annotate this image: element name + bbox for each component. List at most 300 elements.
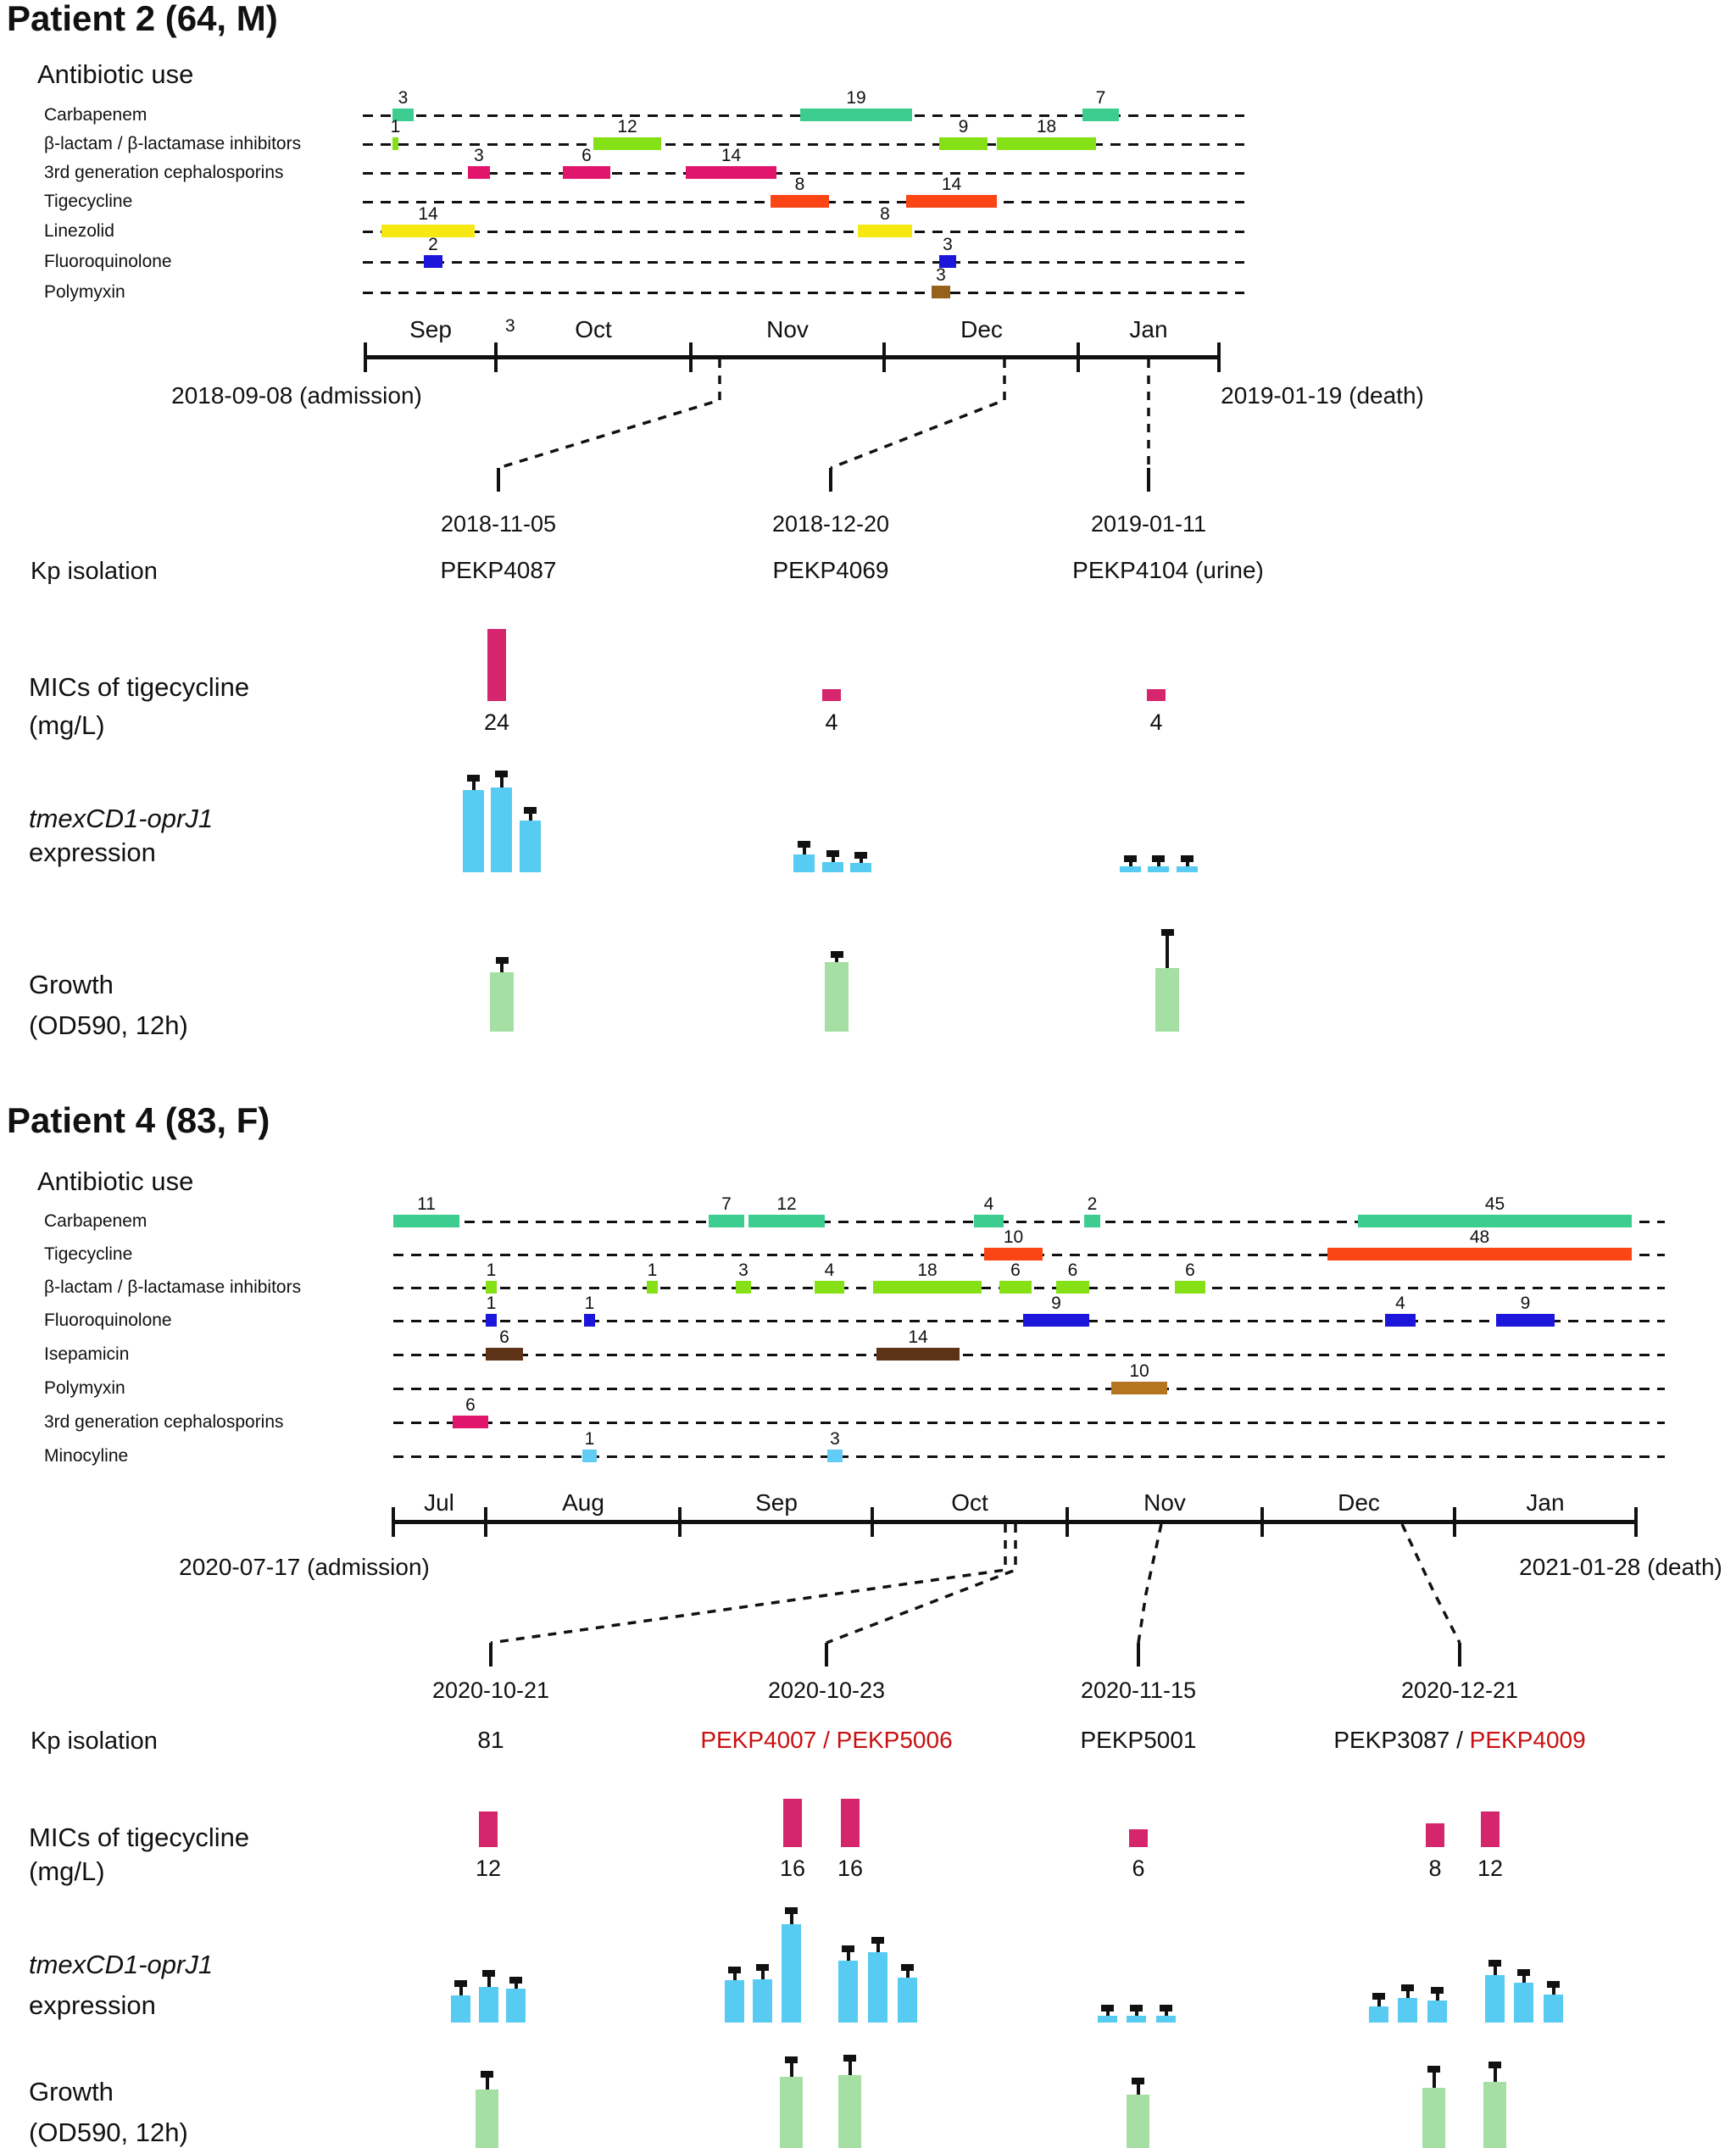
bar-days-label: 11 (417, 1194, 436, 1214)
bar-days-label: 6 (1067, 1260, 1078, 1280)
error-bar-cap (1132, 2078, 1144, 2084)
isolate-date: 2018-11-05 (440, 511, 557, 537)
bar-days-label: 10 (1129, 1361, 1149, 1381)
bar-days-label: 3 (398, 88, 409, 108)
error-bar-cap (901, 1964, 914, 1971)
error-bar-stem (459, 1987, 463, 1995)
error-bar-cap (495, 771, 508, 777)
error-bar-cap (842, 1945, 854, 1952)
axis-tick (1453, 1507, 1456, 1537)
antibiotic-use-label: Antibiotic use (37, 59, 194, 89)
error-bar-cap (785, 1907, 798, 1914)
expression-section-label: expression (29, 837, 156, 867)
timeline-dash-line (393, 1388, 1665, 1390)
mic-value-label: 16 (837, 1856, 864, 1881)
antibiotic-row-label: Carbapenem (44, 105, 147, 125)
mic-value-label: 8 (1428, 1856, 1442, 1881)
expression-section-label: expression (29, 1990, 156, 2020)
error-bar-cap (826, 850, 839, 857)
bar-days-label: 8 (794, 175, 805, 194)
error-bar-stem (1106, 2012, 1110, 2016)
mic-bar (487, 629, 506, 701)
error-bar-cap (524, 807, 537, 814)
expression-section-label: tmexCD1-oprJ1 (29, 1950, 214, 1979)
antibiotic-bar (800, 109, 912, 121)
error-bar-cap (1124, 855, 1137, 862)
connector-line (1402, 1524, 1460, 1643)
antibiotic-bar (1056, 1281, 1089, 1294)
axis-tick (1077, 342, 1080, 372)
bar-days-label: 12 (776, 1194, 797, 1214)
bar-days-label: 6 (581, 146, 592, 165)
antibiotic-bar (424, 255, 442, 268)
error-bar-cap (1431, 1987, 1444, 1994)
bar-days-label: 14 (941, 175, 962, 194)
antibiotic-bar (974, 1215, 1004, 1227)
isolate-date: 2020-11-15 (1080, 1678, 1197, 1703)
error-bar-cap (798, 841, 810, 848)
axis-tick (364, 342, 367, 372)
growth-bar (838, 2075, 861, 2148)
isolate-tick (497, 468, 500, 492)
antibiotic-bar (873, 1281, 982, 1294)
error-bar-stem (472, 782, 476, 790)
axis-float-label: 3 (505, 316, 515, 336)
antibiotic-bar (1111, 1382, 1167, 1394)
error-bar-stem (906, 1971, 910, 1978)
bar-days-label: 1 (390, 117, 401, 136)
isolate-tick (825, 1643, 828, 1667)
bar-days-label: 6 (1010, 1260, 1021, 1280)
expression-bar (1369, 2006, 1388, 2023)
expression-bar (520, 821, 541, 872)
bar-days-label: 3 (936, 265, 946, 285)
isolate-name-part: PEKP4009 (1469, 1727, 1586, 1753)
antibiotic-bar (815, 1281, 844, 1294)
growth-section-label: (OD590, 12h) (29, 1010, 188, 1040)
mic-value-label: 4 (825, 710, 838, 735)
bar-days-label: 1 (584, 1429, 595, 1449)
antibiotic-bar (584, 1314, 595, 1327)
month-label: Jan (1129, 316, 1168, 342)
axis-tick (1634, 1507, 1638, 1537)
antibiotic-bar (393, 1215, 459, 1227)
error-bar-cap (871, 1937, 884, 1944)
antibiotic-bar (486, 1348, 523, 1361)
expression-bar (822, 862, 843, 872)
error-bar-stem (529, 814, 532, 821)
error-bar-cap (1161, 929, 1174, 936)
expression-bar (898, 1978, 917, 2023)
expression-bar (838, 1961, 858, 2023)
timeline-dash-line (393, 1354, 1665, 1356)
error-bar-stem (761, 1971, 765, 1979)
expression-bar (451, 1995, 470, 2023)
error-bar-cap (1547, 1981, 1560, 1988)
error-bar-cap (1517, 1969, 1530, 1976)
antibiotic-row-label: Fluoroquinolone (44, 252, 172, 271)
axis-tick (689, 342, 693, 372)
month-label: Oct (575, 316, 612, 342)
antibiotic-row-label: β-lactam / β-lactamase inhibitors (44, 134, 302, 153)
mic-bar (1129, 1829, 1148, 1847)
error-bar-stem (1552, 1988, 1555, 1995)
error-bar-cap (1101, 2005, 1114, 2012)
error-bar-stem (1166, 936, 1169, 968)
bar-days-label: 6 (1185, 1260, 1195, 1280)
expression-bar (725, 1980, 744, 2023)
growth-bar (490, 972, 514, 1032)
bar-days-label: 1 (647, 1260, 658, 1280)
expression-bar (1398, 1998, 1417, 2023)
isolate-name-part: 81 (477, 1727, 504, 1753)
error-bar-stem (849, 2062, 852, 2075)
error-bar-stem (803, 848, 806, 854)
bar-days-label: 7 (721, 1194, 732, 1214)
connector-line (831, 359, 1004, 468)
mic-section-label: (mg/L) (29, 1856, 105, 1886)
mic-value-label: 4 (1149, 710, 1163, 735)
antibiotic-bar (709, 1215, 744, 1227)
antibiotic-row-label: Carbapenem (44, 1211, 147, 1231)
antibiotic-bar (468, 166, 490, 179)
isolate-tick (1458, 1643, 1461, 1667)
antibiotic-row-label: Tigecycline (44, 1244, 133, 1264)
axis-tick (882, 342, 886, 372)
expression-bar (1427, 2001, 1447, 2023)
admission-label: 2020-07-17 (admission) (179, 1554, 430, 1580)
error-bar-stem (1377, 2000, 1381, 2006)
expression-bar (1148, 866, 1169, 872)
error-bar-stem (1135, 2012, 1138, 2016)
bar-days-label: 1 (486, 1294, 497, 1313)
bar-days-label: 2 (428, 235, 438, 254)
bar-days-label: 2 (1087, 1194, 1098, 1214)
expression-bar (850, 863, 871, 872)
antibiotic-bar (771, 195, 829, 208)
antibiotic-bar (647, 1281, 658, 1294)
month-label: Sep (755, 1489, 798, 1516)
antibiotic-bar (984, 1248, 1043, 1260)
connector-line (1138, 1524, 1161, 1643)
axis-tick (678, 1507, 682, 1537)
error-bar-stem (500, 964, 504, 972)
error-bar-cap (1372, 1993, 1385, 2000)
error-bar-stem (1436, 1994, 1439, 2001)
timeline-dash-line (363, 261, 1244, 264)
admission-label: 2018-09-08 (admission) (171, 382, 422, 409)
axis-tick (1066, 1507, 1069, 1537)
timeline-dash-line (363, 143, 1244, 146)
antibiotic-row-label: Polymyxin (44, 1378, 125, 1398)
isolate-date: 2018-12-20 (771, 511, 890, 537)
bar-days-label: 3 (738, 1260, 748, 1280)
isolate-name (931, 558, 1405, 582)
antibiotic-row-label: β-lactam / β-lactamase inhibitors (44, 1277, 302, 1297)
expression-bar (1485, 1975, 1505, 2023)
error-bar-stem (1406, 1991, 1410, 1998)
antibiotic-bar (858, 225, 912, 237)
growth-bar (1422, 2088, 1445, 2148)
bar-days-label: 18 (917, 1260, 938, 1280)
antibiotic-bar (939, 137, 988, 150)
month-label: Jul (424, 1489, 454, 1516)
antibiotic-row-label: Fluoroquinolone (44, 1311, 172, 1330)
antibiotic-row-label: Isepamicin (44, 1344, 130, 1364)
antibiotic-bar (736, 1281, 751, 1294)
error-bar-cap (1160, 2005, 1172, 2012)
isolate-date: 2020-10-21 (431, 1678, 550, 1703)
bar-days-label: 4 (824, 1260, 835, 1280)
expression-bar (1544, 1995, 1563, 2023)
mic-bar (1481, 1811, 1500, 1847)
connector-line (826, 1524, 1015, 1643)
kp-isolation-label: Kp isolation (31, 558, 158, 585)
bar-days-label: 4 (983, 1194, 994, 1214)
bar-days-label: 48 (1469, 1227, 1490, 1247)
error-bar-stem (1494, 1967, 1497, 1975)
error-bar-stem (1157, 862, 1160, 866)
bar-days-label: 6 (499, 1327, 509, 1347)
error-bar-cap (756, 1964, 769, 1971)
expression-bar (782, 1924, 801, 2023)
error-bar-stem (1494, 2068, 1497, 2082)
bar-days-label: 1 (584, 1294, 595, 1313)
error-bar-cap (843, 2055, 856, 2062)
mic-section-label: (mg/L) (29, 710, 105, 740)
expression-bar (491, 787, 512, 872)
expression-bar (463, 790, 484, 872)
month-label: Dec (1338, 1489, 1380, 1516)
antibiotic-bar (392, 137, 398, 150)
antibiotic-row-label: Linezolid (44, 221, 114, 241)
antibiotic-row-label: Minocyline (44, 1446, 129, 1466)
death-label: 2019-01-19 (death) (1221, 382, 1424, 409)
error-bar-stem (1433, 2073, 1436, 2088)
bar-days-label: 10 (1003, 1227, 1024, 1247)
bar-days-label: 18 (1036, 117, 1057, 136)
mic-section-label: MICs of tigecycline (29, 672, 250, 702)
bar-days-label: 14 (721, 146, 742, 165)
expression-bar (753, 1979, 772, 2023)
bar-days-label: 6 (465, 1395, 476, 1415)
error-bar-cap (1401, 1984, 1414, 1991)
antibiotic-use-label: Antibiotic use (37, 1166, 194, 1196)
patient-title: Patient 2 (64, M) (7, 0, 278, 38)
error-bar-stem (1165, 2012, 1168, 2016)
isolate-name-part: PEKP5001 (1080, 1727, 1197, 1753)
mic-bar (841, 1799, 860, 1847)
error-bar-cap (482, 1970, 495, 1977)
mic-bar (1426, 1823, 1444, 1847)
expression-bar (1127, 2016, 1146, 2023)
antibiotic-bar (999, 1281, 1032, 1294)
mic-section-label: MICs of tigecycline (29, 1822, 250, 1852)
error-bar-stem (486, 2078, 489, 2090)
error-bar-cap (854, 852, 867, 859)
antibiotic-bar (486, 1281, 497, 1294)
antibiotic-row-label: 3rd generation cephalosporins (44, 1412, 284, 1432)
bar-days-label: 9 (1051, 1294, 1061, 1313)
kp-isolation-label: Kp isolation (31, 1728, 158, 1755)
isolate-tick (1147, 468, 1150, 492)
time-axis (393, 1520, 1636, 1524)
error-bar-cap (509, 1977, 522, 1984)
error-bar-cap (1488, 2062, 1501, 2068)
error-bar-cap (1152, 855, 1165, 862)
patient-title: Patient 4 (83, F) (7, 1100, 270, 1140)
isolate-date: 2020-12-21 (1400, 1678, 1519, 1703)
error-bar-cap (467, 775, 480, 782)
bar-days-label: 14 (418, 204, 438, 224)
death-label: 2021-01-28 (death) (1519, 1554, 1722, 1580)
antibiotic-bar (1496, 1314, 1555, 1327)
error-bar-stem (1137, 2084, 1140, 2095)
growth-bar (780, 2077, 803, 2148)
mic-bar (1147, 689, 1166, 701)
error-bar-cap (481, 2071, 493, 2078)
expression-bar (1098, 2016, 1117, 2023)
isolate-tick (829, 468, 832, 492)
expression-bar (793, 854, 815, 872)
bar-days-label: 4 (1395, 1294, 1405, 1313)
expression-bar (868, 1952, 887, 2023)
isolate-name-part: PEKP4069 (772, 557, 889, 583)
antibiotic-row-label: Tigecycline (44, 192, 133, 211)
error-bar-cap (728, 1967, 741, 1973)
error-bar-stem (790, 2063, 793, 2077)
connector-line (491, 1524, 1005, 1643)
growth-section-label: (OD590, 12h) (29, 2117, 188, 2147)
antibiotic-bar (997, 137, 1096, 150)
bar-days-label: 9 (958, 117, 969, 136)
growth-bar (825, 962, 849, 1032)
mic-value-label: 24 (483, 710, 510, 735)
antibiotic-row-label: Polymyxin (44, 282, 125, 302)
expression-section-label: tmexCD1-oprJ1 (29, 804, 214, 833)
connector-line (498, 359, 720, 468)
isolate-name-part: PEKP4104 (urine) (1072, 557, 1264, 583)
antibiotic-row-label: 3rd generation cephalosporins (44, 163, 284, 182)
month-label: Oct (951, 1489, 988, 1516)
error-bar-stem (832, 857, 835, 862)
axis-tick (1260, 1507, 1264, 1537)
error-bar-stem (500, 777, 504, 787)
isolate-tick (1137, 1643, 1140, 1667)
error-bar-stem (515, 1984, 518, 1989)
error-bar-stem (860, 859, 863, 863)
isolate-tick (489, 1643, 492, 1667)
error-bar-stem (835, 958, 838, 962)
growth-bar (1155, 968, 1179, 1032)
antibiotic-bar (1358, 1215, 1632, 1227)
bar-days-label: 9 (1520, 1294, 1531, 1313)
bar-days-label: 19 (846, 88, 866, 108)
antibiotic-bar (827, 1450, 843, 1462)
error-bar-stem (1522, 1976, 1526, 1983)
error-bar-cap (1181, 855, 1194, 862)
error-bar-cap (1488, 1960, 1501, 1967)
axis-tick (494, 342, 498, 372)
error-bar-stem (1129, 862, 1132, 866)
error-bar-cap (496, 957, 509, 964)
error-bar-cap (1130, 2005, 1143, 2012)
bar-days-label: 12 (617, 117, 637, 136)
error-bar-cap (454, 1980, 467, 1987)
antibiotic-bar (1084, 1215, 1100, 1227)
mic-value-label: 12 (475, 1856, 502, 1881)
antibiotic-bar (1082, 109, 1119, 121)
antibiotic-bar (582, 1450, 597, 1462)
expression-bar (506, 1989, 526, 2023)
mic-value-label: 6 (1132, 1856, 1145, 1881)
error-bar-cap (831, 951, 843, 958)
timeline-dash-line (363, 231, 1244, 233)
antibiotic-bar (876, 1348, 960, 1361)
bar-days-label: 14 (908, 1327, 928, 1347)
bar-days-label: 3 (830, 1429, 840, 1449)
error-bar-cap (785, 2056, 798, 2063)
antibiotic-bar (1385, 1314, 1416, 1327)
expression-bar (1156, 2016, 1176, 2023)
bar-days-label: 3 (474, 146, 484, 165)
error-bar-cap (1427, 2066, 1440, 2073)
expression-bar (1177, 866, 1198, 872)
axis-tick (871, 1507, 874, 1537)
antibiotic-bar (932, 286, 950, 298)
month-label: Nov (1143, 1489, 1186, 1516)
bar-days-label: 1 (486, 1260, 497, 1280)
isolate-date: 2020-10-23 (767, 1678, 886, 1703)
error-bar-stem (790, 1914, 793, 1924)
mic-value-label: 16 (779, 1856, 806, 1881)
isolate-name-part: PEKP4087 (440, 557, 557, 583)
expression-bar (1514, 1983, 1533, 2023)
expression-bar (1120, 866, 1141, 872)
timeline-dash-line (363, 292, 1244, 294)
bar-days-label: 8 (880, 204, 890, 224)
antibiotic-bar (563, 166, 610, 179)
growth-section-label: Growth (29, 970, 114, 999)
expression-bar (479, 1987, 498, 2023)
month-label: Dec (960, 316, 1003, 342)
mic-bar (822, 689, 841, 701)
error-bar-stem (733, 1973, 737, 1980)
bar-days-label: 3 (943, 235, 953, 254)
growth-section-label: Growth (29, 2077, 114, 2106)
error-bar-stem (1186, 862, 1189, 866)
error-bar-stem (487, 1977, 491, 1987)
mic-bar (783, 1799, 802, 1847)
month-label: Nov (766, 316, 809, 342)
month-label: Jan (1526, 1489, 1565, 1516)
mic-value-label: 12 (1477, 1856, 1504, 1881)
antibiotic-bar (1023, 1314, 1089, 1327)
bar-days-label: 7 (1095, 88, 1106, 108)
antibiotic-bar (453, 1416, 488, 1428)
growth-bar (1483, 2082, 1506, 2148)
month-label: Sep (409, 316, 452, 342)
antibiotic-bar (1327, 1248, 1632, 1260)
isolate-name (1222, 1728, 1697, 1752)
mic-bar (479, 1811, 498, 1847)
error-bar-stem (847, 1952, 850, 1961)
isolate-date: 2019-01-11 (1090, 511, 1207, 537)
antibiotic-bar (748, 1215, 825, 1227)
isolate-name-part: PEKP3087 / (1333, 1727, 1470, 1753)
growth-bar (476, 2090, 498, 2148)
growth-bar (1127, 2095, 1149, 2148)
